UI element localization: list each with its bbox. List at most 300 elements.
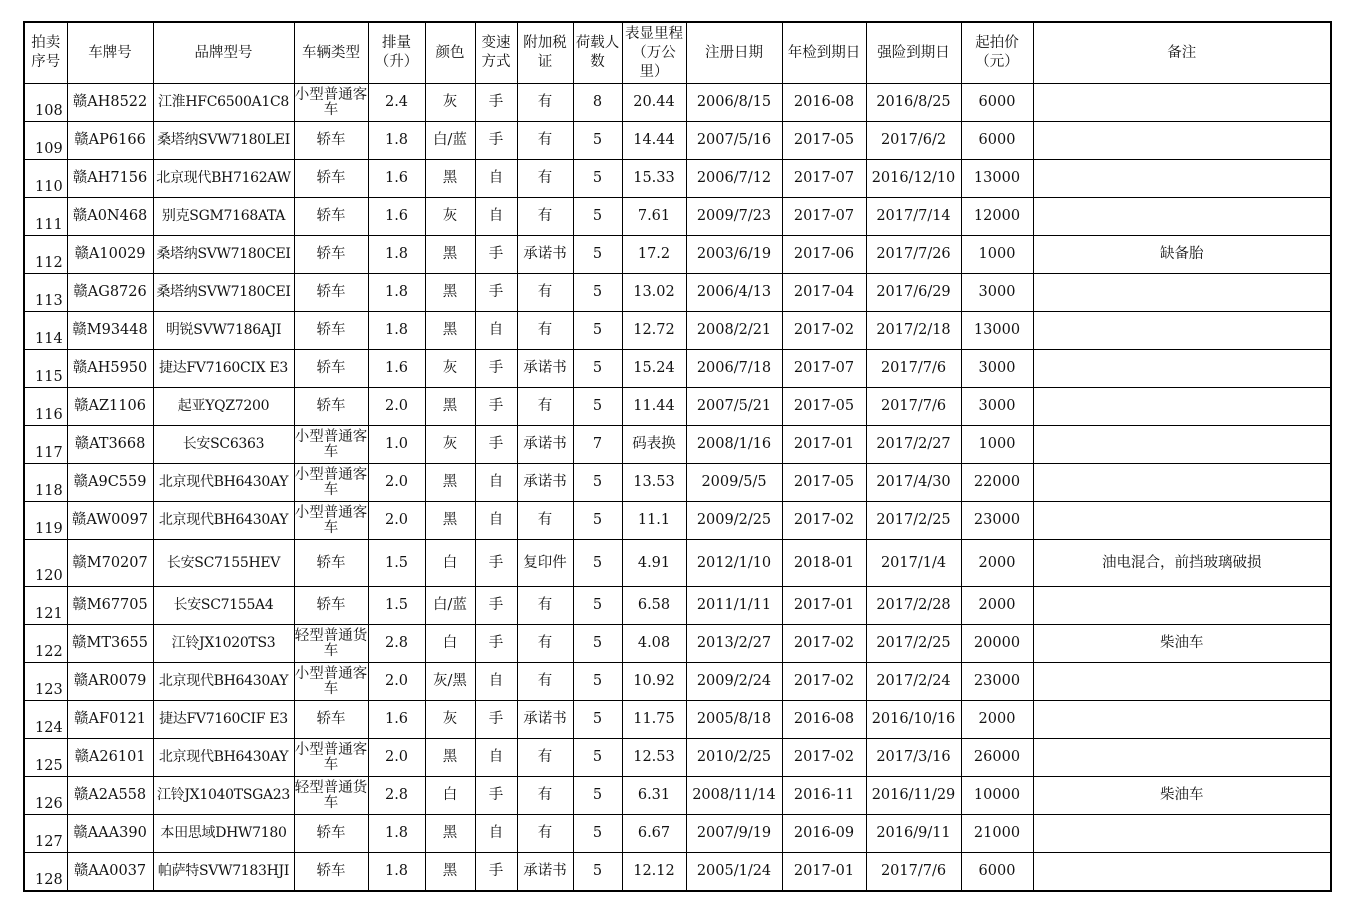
- cell-model: 帕萨特SVW7183HJI: [153, 853, 294, 892]
- cell-inspect: 2016-08: [782, 84, 866, 122]
- table-row: [24, 464, 1331, 502]
- cell-reg-date: 2010/2/25: [686, 739, 782, 777]
- cell-mileage: 6.67: [622, 815, 686, 853]
- cell-inspect: 2017-01: [782, 853, 866, 892]
- cell-seq: 126: [24, 777, 67, 815]
- cell-tax: 有: [517, 198, 573, 236]
- cell-transmission: 自: [475, 663, 517, 701]
- cell-displacement: 1.6: [368, 160, 425, 198]
- cell-price: 2000: [961, 540, 1033, 587]
- cell-price: 10000: [961, 777, 1033, 815]
- cell-color: 黑: [425, 236, 475, 274]
- cell-mileage: 12.12: [622, 853, 686, 892]
- cell-inspect: 2018-01: [782, 540, 866, 587]
- cell-remark: 柴油车: [1033, 625, 1331, 663]
- cell-seq: 120: [24, 540, 67, 587]
- cell-reg-date: 2006/7/12: [686, 160, 782, 198]
- cell-plate: 赣A2A558: [67, 777, 153, 815]
- cell-model: 江淮HFC6500A1C8: [153, 84, 294, 122]
- cell-mileage: 13.02: [622, 274, 686, 312]
- cell-color: 黑: [425, 502, 475, 540]
- cell-insure: 2016/8/25: [866, 84, 961, 122]
- cell-tax: 承诺书: [517, 236, 573, 274]
- cell-inspect: 2017-07: [782, 350, 866, 388]
- cell-reg-date: 2006/4/13: [686, 274, 782, 312]
- cell-displacement: 2.8: [368, 777, 425, 815]
- table-row: [24, 426, 1331, 464]
- cell-color: 白: [425, 777, 475, 815]
- header-row: [24, 22, 1331, 84]
- cell-mileage: 11.44: [622, 388, 686, 426]
- cell-type: 轿车: [294, 853, 368, 892]
- cell-plate: 赣A26101: [67, 739, 153, 777]
- cell-plate: 赣A10029: [67, 236, 153, 274]
- cell-mileage: 15.24: [622, 350, 686, 388]
- cell-remark: [1033, 160, 1331, 198]
- cell-remark: [1033, 122, 1331, 160]
- cell-color: 灰: [425, 198, 475, 236]
- cell-seats: 5: [573, 274, 622, 312]
- cell-type: 小型普通客车: [294, 84, 368, 122]
- cell-reg-date: 2005/1/24: [686, 853, 782, 892]
- cell-inspect: 2017-02: [782, 502, 866, 540]
- cell-seq: 111: [24, 198, 67, 236]
- cell-type: 小型普通客车: [294, 663, 368, 701]
- cell-transmission: 手: [475, 84, 517, 122]
- cell-transmission: 手: [475, 540, 517, 587]
- cell-inspect: 2017-07: [782, 198, 866, 236]
- cell-reg-date: 2007/5/16: [686, 122, 782, 160]
- cell-remark: [1033, 853, 1331, 892]
- cell-insure: 2016/12/10: [866, 160, 961, 198]
- table-row: [24, 388, 1331, 426]
- cell-type: 轿车: [294, 350, 368, 388]
- cell-seats: 5: [573, 464, 622, 502]
- cell-seats: 5: [573, 160, 622, 198]
- cell-plate: 赣AZ1106: [67, 388, 153, 426]
- cell-inspect: 2017-04: [782, 274, 866, 312]
- cell-price: 6000: [961, 122, 1033, 160]
- cell-mileage: 6.31: [622, 777, 686, 815]
- cell-seq: 110: [24, 160, 67, 198]
- cell-displacement: 1.8: [368, 274, 425, 312]
- cell-transmission: 手: [475, 426, 517, 464]
- cell-model: 长安SC7155A4: [153, 587, 294, 625]
- cell-model: 江铃JX1020TS3: [153, 625, 294, 663]
- cell-insure: 2017/2/25: [866, 625, 961, 663]
- cell-tax: 承诺书: [517, 853, 573, 892]
- cell-type: 轻型普通货车: [294, 777, 368, 815]
- cell-type: 轿车: [294, 587, 368, 625]
- cell-transmission: 手: [475, 236, 517, 274]
- cell-remark: [1033, 739, 1331, 777]
- cell-inspect: 2017-07: [782, 160, 866, 198]
- cell-type: 轿车: [294, 540, 368, 587]
- table-row: [24, 587, 1331, 625]
- table-row: [24, 502, 1331, 540]
- cell-color: 白: [425, 540, 475, 587]
- cell-remark: [1033, 274, 1331, 312]
- cell-price: 6000: [961, 853, 1033, 892]
- cell-price: 23000: [961, 502, 1033, 540]
- table-row: [24, 625, 1331, 663]
- cell-transmission: 手: [475, 853, 517, 892]
- cell-tax: 承诺书: [517, 701, 573, 739]
- cell-price: 3000: [961, 274, 1033, 312]
- cell-inspect: 2016-09: [782, 815, 866, 853]
- cell-insure: 2016/9/11: [866, 815, 961, 853]
- header-reg-date: 注册日期: [686, 22, 782, 84]
- cell-model: 别克SGM7168ATA: [153, 198, 294, 236]
- table-row: [24, 815, 1331, 853]
- cell-mileage: 12.72: [622, 312, 686, 350]
- cell-mileage: 11.1: [622, 502, 686, 540]
- cell-plate: 赣AR0079: [67, 663, 153, 701]
- header-mileage: 表显里程（万公里）: [622, 22, 686, 84]
- cell-type: 轿车: [294, 236, 368, 274]
- cell-displacement: 1.6: [368, 701, 425, 739]
- header-plate: 车牌号: [67, 22, 153, 84]
- cell-seats: 5: [573, 388, 622, 426]
- cell-mileage: 10.92: [622, 663, 686, 701]
- cell-seq: 121: [24, 587, 67, 625]
- cell-remark: 柴油车: [1033, 777, 1331, 815]
- cell-model: 北京现代BH6430AY: [153, 663, 294, 701]
- cell-displacement: 1.8: [368, 312, 425, 350]
- cell-model: 北京现代BH7162AW: [153, 160, 294, 198]
- cell-insure: 2017/7/26: [866, 236, 961, 274]
- header-model: 品牌型号: [153, 22, 294, 84]
- cell-tax: 有: [517, 160, 573, 198]
- cell-inspect: 2017-06: [782, 236, 866, 274]
- header-tax: 附加税证: [517, 22, 573, 84]
- table-row: [24, 312, 1331, 350]
- cell-model: 桑塔纳SVW7180CEI: [153, 274, 294, 312]
- table-row: [24, 777, 1331, 815]
- cell-tax: 有: [517, 587, 573, 625]
- cell-model: 北京现代BH6430AY: [153, 464, 294, 502]
- table-row: [24, 160, 1331, 198]
- cell-seq: 116: [24, 388, 67, 426]
- cell-displacement: 1.8: [368, 853, 425, 892]
- header-price: 起拍价（元）: [961, 22, 1033, 84]
- cell-tax: 有: [517, 625, 573, 663]
- cell-color: 黑: [425, 815, 475, 853]
- cell-plate: 赣M93448: [67, 312, 153, 350]
- cell-model: 捷达FV7160CIF E3: [153, 701, 294, 739]
- cell-reg-date: 2008/11/14: [686, 777, 782, 815]
- cell-insure: 2017/2/28: [866, 587, 961, 625]
- cell-seats: 5: [573, 739, 622, 777]
- cell-transmission: 手: [475, 587, 517, 625]
- cell-price: 26000: [961, 739, 1033, 777]
- cell-transmission: 自: [475, 312, 517, 350]
- cell-seq: 113: [24, 274, 67, 312]
- cell-price: 1000: [961, 236, 1033, 274]
- cell-seats: 5: [573, 701, 622, 739]
- cell-seats: 8: [573, 84, 622, 122]
- cell-insure: 2017/2/24: [866, 663, 961, 701]
- cell-remark: [1033, 701, 1331, 739]
- cell-reg-date: 2005/8/18: [686, 701, 782, 739]
- cell-seats: 5: [573, 198, 622, 236]
- cell-tax: 有: [517, 815, 573, 853]
- cell-seq: 109: [24, 122, 67, 160]
- cell-seq: 115: [24, 350, 67, 388]
- cell-transmission: 自: [475, 198, 517, 236]
- table-row: [24, 701, 1331, 739]
- cell-seats: 5: [573, 625, 622, 663]
- cell-transmission: 手: [475, 122, 517, 160]
- cell-color: 黑: [425, 464, 475, 502]
- cell-seq: 127: [24, 815, 67, 853]
- cell-model: 北京现代BH6430AY: [153, 502, 294, 540]
- cell-insure: 2017/7/6: [866, 388, 961, 426]
- cell-tax: 有: [517, 122, 573, 160]
- cell-remark: 缺备胎: [1033, 236, 1331, 274]
- cell-seats: 7: [573, 426, 622, 464]
- table-row: [24, 198, 1331, 236]
- table-row: [24, 350, 1331, 388]
- cell-inspect: 2017-05: [782, 122, 866, 160]
- cell-reg-date: 2009/2/25: [686, 502, 782, 540]
- cell-price: 21000: [961, 815, 1033, 853]
- cell-insure: 2017/3/16: [866, 739, 961, 777]
- cell-mileage: 11.75: [622, 701, 686, 739]
- cell-seats: 5: [573, 350, 622, 388]
- cell-type: 小型普通客车: [294, 502, 368, 540]
- cell-inspect: 2016-08: [782, 701, 866, 739]
- cell-model: 桑塔纳SVW7180LEI: [153, 122, 294, 160]
- cell-transmission: 自: [475, 815, 517, 853]
- cell-insure: 2016/10/16: [866, 701, 961, 739]
- cell-seats: 5: [573, 312, 622, 350]
- cell-plate: 赣AP6166: [67, 122, 153, 160]
- cell-displacement: 1.6: [368, 350, 425, 388]
- cell-seats: 5: [573, 236, 622, 274]
- cell-price: 13000: [961, 160, 1033, 198]
- cell-transmission: 手: [475, 777, 517, 815]
- cell-remark: [1033, 815, 1331, 853]
- cell-displacement: 2.0: [368, 663, 425, 701]
- header-seats: 荷载人数: [573, 22, 622, 84]
- cell-remark: [1033, 663, 1331, 701]
- cell-plate: 赣AAA390: [67, 815, 153, 853]
- cell-tax: 有: [517, 312, 573, 350]
- cell-displacement: 1.8: [368, 815, 425, 853]
- cell-color: 灰: [425, 426, 475, 464]
- cell-mileage: 14.44: [622, 122, 686, 160]
- cell-seq: 112: [24, 236, 67, 274]
- cell-color: 白/蓝: [425, 122, 475, 160]
- cell-reg-date: 2006/7/18: [686, 350, 782, 388]
- cell-model: 长安SC6363: [153, 426, 294, 464]
- cell-tax: 承诺书: [517, 350, 573, 388]
- cell-reg-date: 2007/9/19: [686, 815, 782, 853]
- cell-reg-date: 2011/1/11: [686, 587, 782, 625]
- cell-model: 桑塔纳SVW7180CEI: [153, 236, 294, 274]
- cell-plate: 赣AH7156: [67, 160, 153, 198]
- cell-inspect: 2017-02: [782, 663, 866, 701]
- cell-transmission: 手: [475, 350, 517, 388]
- cell-insure: 2017/7/6: [866, 853, 961, 892]
- cell-remark: [1033, 426, 1331, 464]
- cell-displacement: 2.0: [368, 502, 425, 540]
- cell-mileage: 码表换: [622, 426, 686, 464]
- cell-insure: 2017/2/27: [866, 426, 961, 464]
- cell-model: 起亚YQZ7200: [153, 388, 294, 426]
- cell-displacement: 1.8: [368, 236, 425, 274]
- cell-mileage: 12.53: [622, 739, 686, 777]
- cell-price: 3000: [961, 350, 1033, 388]
- cell-transmission: 手: [475, 701, 517, 739]
- cell-seq: 117: [24, 426, 67, 464]
- table-row: [24, 739, 1331, 777]
- cell-remark: [1033, 502, 1331, 540]
- cell-reg-date: 2008/2/21: [686, 312, 782, 350]
- cell-price: 13000: [961, 312, 1033, 350]
- cell-insure: 2017/7/14: [866, 198, 961, 236]
- cell-seats: 5: [573, 122, 622, 160]
- cell-price: 12000: [961, 198, 1033, 236]
- table-row: [24, 540, 1331, 587]
- cell-reg-date: 2013/2/27: [686, 625, 782, 663]
- cell-remark: [1033, 350, 1331, 388]
- cell-seats: 5: [573, 815, 622, 853]
- cell-inspect: 2017-05: [782, 464, 866, 502]
- cell-inspect: 2017-02: [782, 739, 866, 777]
- cell-tax: 有: [517, 502, 573, 540]
- cell-displacement: 1.5: [368, 587, 425, 625]
- cell-color: 黑: [425, 274, 475, 312]
- cell-seq: 128: [24, 853, 67, 892]
- cell-mileage: 13.53: [622, 464, 686, 502]
- cell-displacement: 2.0: [368, 388, 425, 426]
- cell-reg-date: 2008/1/16: [686, 426, 782, 464]
- cell-model: 北京现代BH6430AY: [153, 739, 294, 777]
- cell-transmission: 自: [475, 160, 517, 198]
- table-row: [24, 84, 1331, 122]
- auction-vehicle-table: [23, 21, 1332, 892]
- cell-reg-date: 2009/2/24: [686, 663, 782, 701]
- cell-color: 灰: [425, 701, 475, 739]
- cell-color: 黑: [425, 312, 475, 350]
- cell-model: 明锐SVW7186AJI: [153, 312, 294, 350]
- cell-tax: 有: [517, 84, 573, 122]
- cell-plate: 赣AA0037: [67, 853, 153, 892]
- cell-insure: 2017/1/4: [866, 540, 961, 587]
- cell-type: 轿车: [294, 160, 368, 198]
- header-inspect: 年检到期日: [782, 22, 866, 84]
- cell-color: 黑: [425, 853, 475, 892]
- cell-insure: 2017/6/2: [866, 122, 961, 160]
- cell-seq: 124: [24, 701, 67, 739]
- table-row: [24, 236, 1331, 274]
- cell-model: 本田思域DHW7180: [153, 815, 294, 853]
- cell-remark: [1033, 464, 1331, 502]
- cell-mileage: 17.2: [622, 236, 686, 274]
- cell-tax: 有: [517, 777, 573, 815]
- cell-tax: 承诺书: [517, 426, 573, 464]
- cell-model: 捷达FV7160CIX E3: [153, 350, 294, 388]
- cell-remark: [1033, 84, 1331, 122]
- cell-reg-date: 2006/8/15: [686, 84, 782, 122]
- cell-plate: 赣M70207: [67, 540, 153, 587]
- cell-seats: 5: [573, 663, 622, 701]
- cell-inspect: 2017-01: [782, 587, 866, 625]
- cell-color: 灰/黑: [425, 663, 475, 701]
- cell-price: 23000: [961, 663, 1033, 701]
- cell-displacement: 1.0: [368, 426, 425, 464]
- cell-displacement: 2.0: [368, 464, 425, 502]
- cell-seats: 5: [573, 540, 622, 587]
- cell-model: 江铃JX1040TSGA23: [153, 777, 294, 815]
- cell-plate: 赣AW0097: [67, 502, 153, 540]
- cell-transmission: 手: [475, 388, 517, 426]
- cell-price: 22000: [961, 464, 1033, 502]
- cell-inspect: 2017-05: [782, 388, 866, 426]
- cell-mileage: 4.91: [622, 540, 686, 587]
- cell-insure: 2017/6/29: [866, 274, 961, 312]
- table-row: [24, 274, 1331, 312]
- cell-color: 黑: [425, 739, 475, 777]
- cell-remark: 油电混合，前挡玻璃破损: [1033, 540, 1331, 587]
- cell-displacement: 1.8: [368, 122, 425, 160]
- cell-price: 2000: [961, 587, 1033, 625]
- cell-remark: [1033, 198, 1331, 236]
- cell-seq: 122: [24, 625, 67, 663]
- cell-type: 轻型普通货车: [294, 625, 368, 663]
- cell-insure: 2017/2/25: [866, 502, 961, 540]
- cell-price: 6000: [961, 84, 1033, 122]
- cell-tax: 承诺书: [517, 464, 573, 502]
- cell-seq: 119: [24, 502, 67, 540]
- cell-inspect: 2017-02: [782, 625, 866, 663]
- cell-color: 黑: [425, 160, 475, 198]
- cell-type: 轿车: [294, 388, 368, 426]
- header-displacement: 排量（升）: [368, 22, 425, 84]
- cell-seq: 123: [24, 663, 67, 701]
- header-insure: 强险到期日: [866, 22, 961, 84]
- cell-seats: 5: [573, 587, 622, 625]
- cell-displacement: 2.0: [368, 739, 425, 777]
- cell-type: 轿车: [294, 198, 368, 236]
- cell-price: 3000: [961, 388, 1033, 426]
- cell-type: 轿车: [294, 701, 368, 739]
- cell-tax: 有: [517, 274, 573, 312]
- cell-mileage: 6.58: [622, 587, 686, 625]
- cell-plate: 赣AT3668: [67, 426, 153, 464]
- cell-model: 长安SC7155HEV: [153, 540, 294, 587]
- cell-insure: 2017/4/30: [866, 464, 961, 502]
- cell-color: 黑: [425, 388, 475, 426]
- cell-plate: 赣AH5950: [67, 350, 153, 388]
- cell-inspect: 2017-01: [782, 426, 866, 464]
- cell-reg-date: 2012/1/10: [686, 540, 782, 587]
- cell-seq: 114: [24, 312, 67, 350]
- cell-price: 20000: [961, 625, 1033, 663]
- cell-inspect: 2017-02: [782, 312, 866, 350]
- cell-seats: 5: [573, 853, 622, 892]
- cell-mileage: 15.33: [622, 160, 686, 198]
- cell-transmission: 自: [475, 739, 517, 777]
- table-row: [24, 663, 1331, 701]
- cell-transmission: 手: [475, 274, 517, 312]
- cell-type: 小型普通客车: [294, 426, 368, 464]
- cell-type: 小型普通客车: [294, 464, 368, 502]
- cell-seats: 5: [573, 502, 622, 540]
- cell-color: 白: [425, 625, 475, 663]
